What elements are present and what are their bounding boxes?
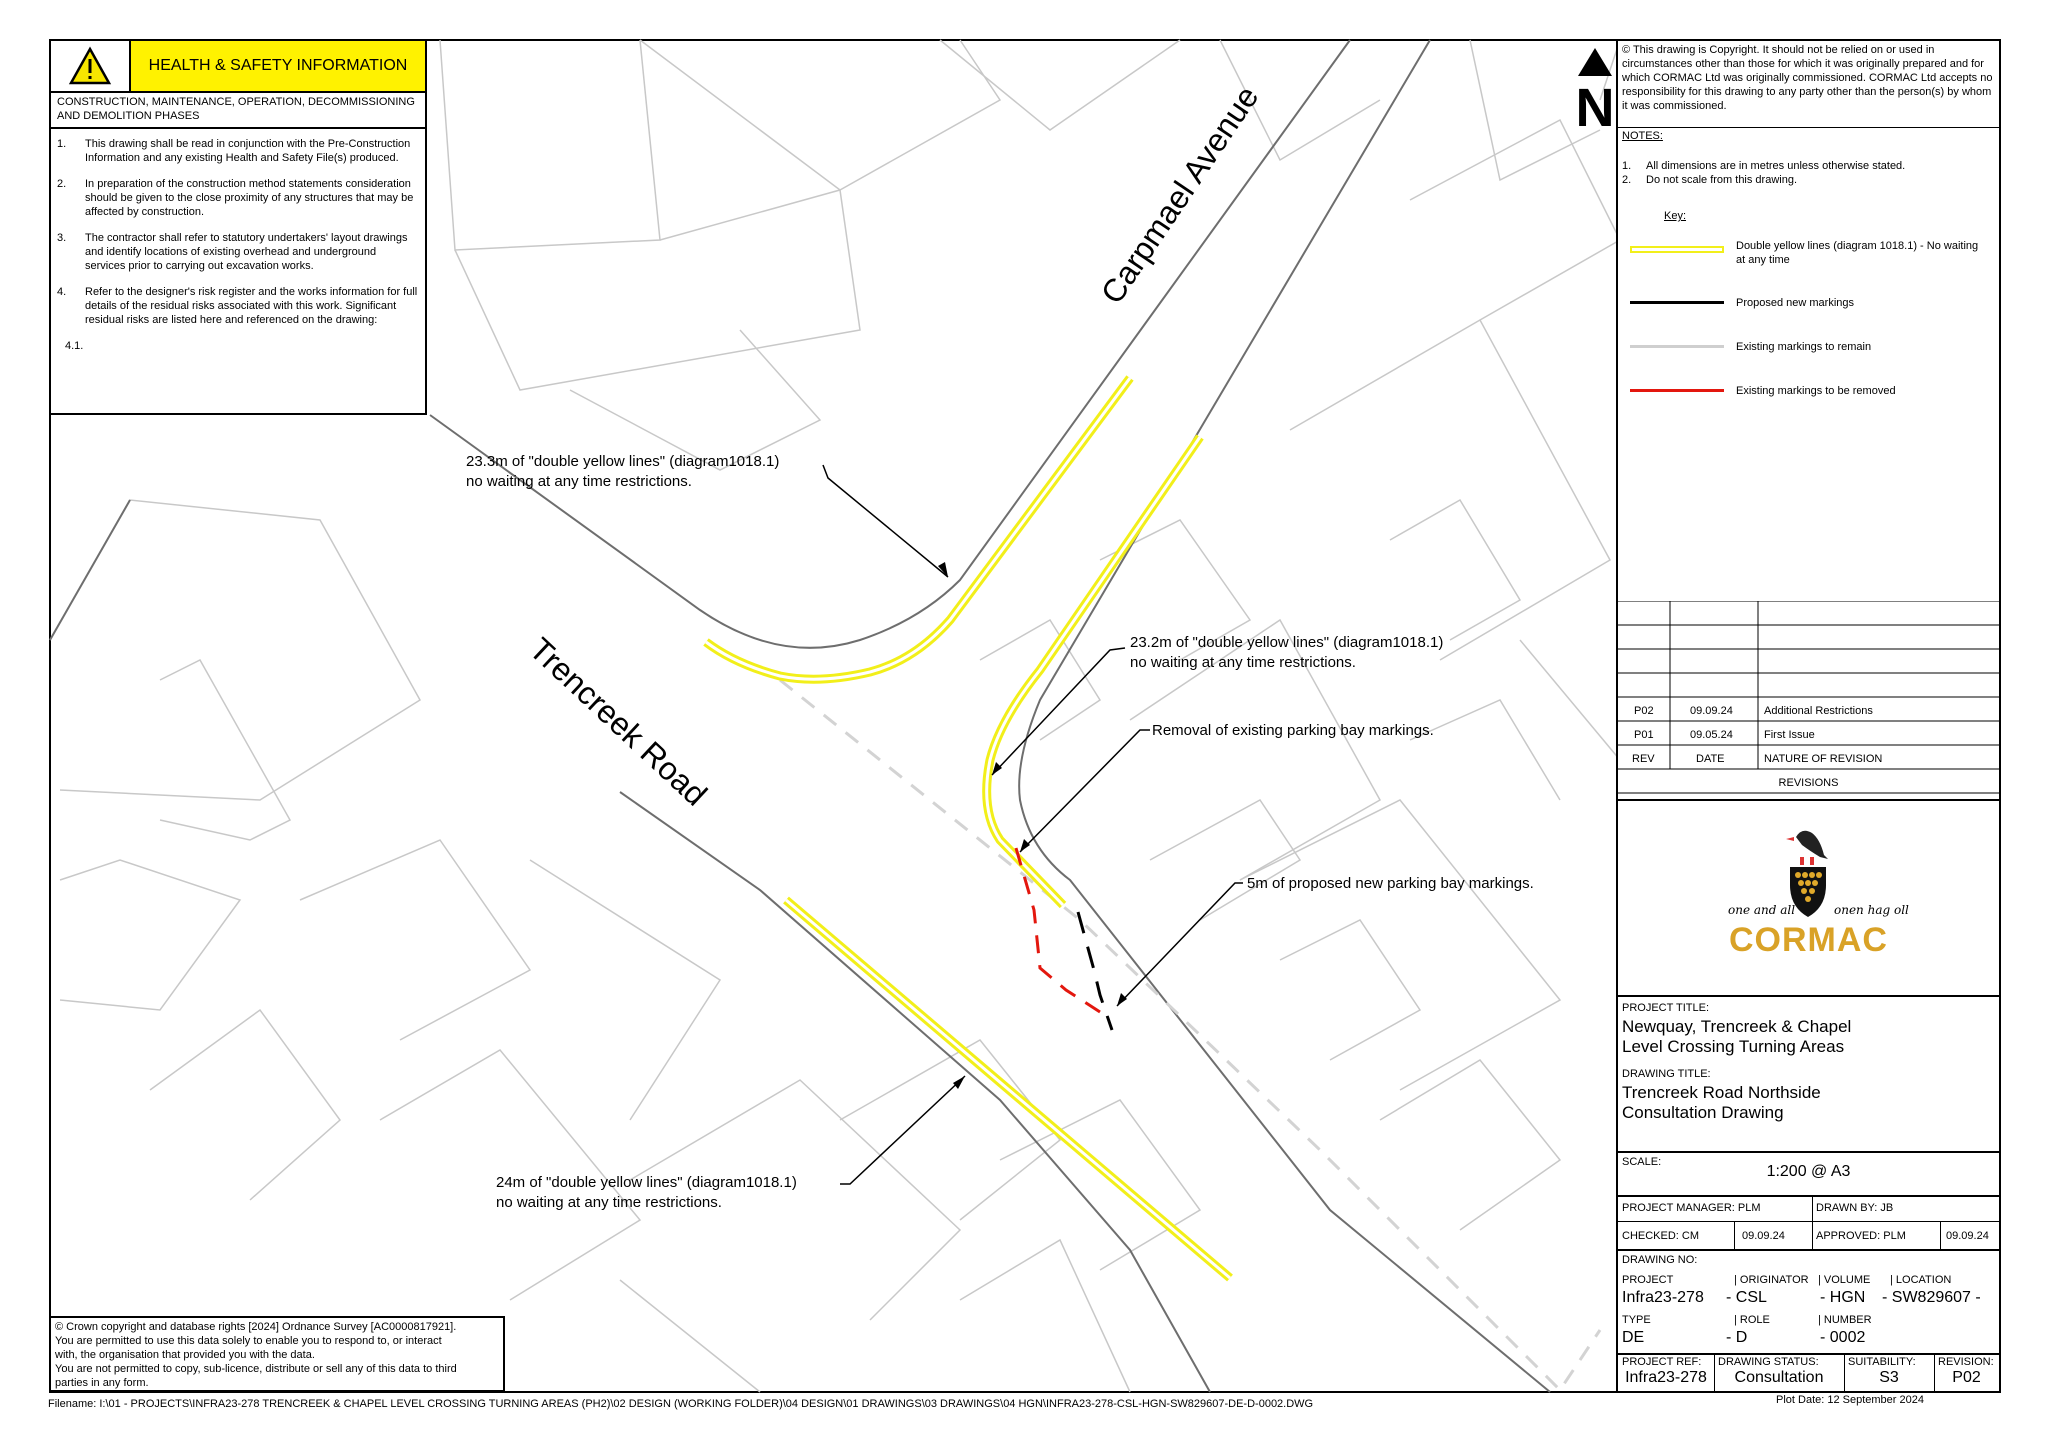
revision-label: REVISION: xyxy=(1938,1356,1994,1368)
annotation-dyl-1: 23.3m of "double yellow lines" (diagram1018.1) no waiting at any time restrictions. xyxy=(466,453,780,490)
note-item: 1. All dimensions are in metres unless otherwise stated. xyxy=(1622,160,1906,172)
drawing-title-label: DRAWING TITLE: xyxy=(1622,1068,1711,1080)
dn-value: DE xyxy=(1622,1329,1645,1346)
dn-header: PROJECT xyxy=(1622,1274,1674,1286)
note-item: 2. Do not scale from this drawing. xyxy=(1622,174,1798,186)
key-label: Proposed new markings xyxy=(1736,297,1855,309)
suitability-label: SUITABILITY: xyxy=(1848,1356,1916,1368)
dn-value: - CSL xyxy=(1726,1289,1767,1306)
dn-header: | ROLE xyxy=(1734,1314,1770,1326)
dn-value: - SW829607 - xyxy=(1882,1289,1981,1306)
annotation-dyl-3: 24m of "double yellow lines" (diagram1018.1) no waiting at any time restrictions. xyxy=(496,1174,797,1211)
road-name-trencreek: Trencreek Road xyxy=(522,630,715,813)
scale-label: SCALE: xyxy=(1622,1156,1662,1168)
copyright-notice: © This drawing is Copyright. It should not be relied on or used in circumstances other than those for which it was originally prepared and for which CORMAC Ltd was originally commissioned. CORMAC Ltd accepts no responsibility for this drawing to any party other than the person(s) by whom it was commissioned. xyxy=(1622,44,1993,112)
hs-items xyxy=(57,137,419,353)
title-block xyxy=(1616,39,2001,1393)
drawing-no-label: DRAWING NO: xyxy=(1622,1254,1698,1266)
rev-row: P02 09.09.24 Additional Restrictions xyxy=(1634,705,1873,717)
hs-title: HEALTH & SAFETY INFORMATION xyxy=(131,41,425,93)
hs-item: 2. In preparation of the construction method statements consideration should be given to the close proximity of any structures that may be affected by construction. xyxy=(57,178,414,218)
north-arrow xyxy=(1574,46,1616,138)
logo-name: CORMAC xyxy=(1729,921,1888,959)
hs-phases: CONSTRUCTION, MAINTENANCE, OPERATION, DECOMMISSIONING AND DEMOLITION PHASES xyxy=(51,93,425,129)
hs-sub: 4.1. xyxy=(65,340,84,352)
plot-date: Plot Date: 12 September 2024 xyxy=(1776,1394,1924,1406)
hs-item: 3. The contractor shall refer to statutory undertakers' layout drawings and identify locations of existing overhead and underground services prior to carrying out excavation works. xyxy=(57,232,408,272)
road-name-carpmael: Carpmael Avenue xyxy=(1093,79,1266,310)
drawn-by: DRAWN BY: JB xyxy=(1816,1202,1894,1214)
key-swatch-remain xyxy=(1630,345,1724,348)
key-label: Existing markings to be removed xyxy=(1736,385,1896,397)
dn-value: - 0002 xyxy=(1820,1329,1866,1346)
annotation-dyl-2: 23.2m of "double yellow lines" (diagram1018.1) no waiting at any time restrictions. xyxy=(1130,634,1444,671)
os-copyright: © Crown copyright and database rights [2024] Ordnance Survey [AC0000817921]. You are permitted to use this data solely to enable you to respond to, or interact with, the organisation that provided you with the data. You are not permitted to copy, sub-licence, distribute or sell any of this data to third parties in any form. xyxy=(49,1316,505,1392)
rev-header: REV DATE NATURE OF REVISION xyxy=(1632,753,1883,765)
revision-value: P02 xyxy=(1952,1369,1981,1386)
warning-icon xyxy=(51,41,129,91)
health-safety-box xyxy=(49,39,427,415)
drawing-status: Consultation xyxy=(1734,1369,1824,1386)
key-swatch-proposed xyxy=(1630,301,1724,304)
dn-value: - HGN xyxy=(1820,1289,1866,1306)
annotation-proposed: 5m of proposed new parking bay markings. xyxy=(1247,875,1534,892)
dn-value: Infra23-278 xyxy=(1622,1289,1704,1306)
dn-value: - D xyxy=(1726,1329,1748,1346)
key-title: Key: xyxy=(1664,210,1687,222)
approved-by: APPROVED: PLM xyxy=(1816,1230,1906,1242)
north-label: N xyxy=(1575,78,1615,138)
hs-item: 1. This drawing shall be read in conjunction with the Pre-Construction Information and any existing Health and Safety File(s) produced. xyxy=(57,138,411,164)
key-swatch-removed xyxy=(1630,389,1724,392)
north-arrow-icon xyxy=(1574,46,1616,78)
checked-date: 09.09.24 xyxy=(1742,1230,1785,1242)
dn-header: TYPE xyxy=(1622,1314,1651,1326)
rev-row: P01 09.05.24 First Issue xyxy=(1634,729,1815,741)
suitability: S3 xyxy=(1879,1369,1899,1386)
dn-header: | LOCATION xyxy=(1890,1274,1952,1286)
drawing-title: Trencreek Road Northside Consultation Drawing xyxy=(1622,1083,1821,1122)
scale-value: 1:200 @ A3 xyxy=(1766,1163,1851,1180)
key-label: Existing markings to remain xyxy=(1736,341,1872,353)
notes-list xyxy=(1622,159,1992,187)
project-title-label: PROJECT TITLE: xyxy=(1622,1002,1710,1014)
motto-left: one and all xyxy=(1728,903,1796,917)
hs-warning-cell xyxy=(51,41,131,93)
drawing-status-label: DRAWING STATUS: xyxy=(1718,1356,1819,1368)
project-ref-label: PROJECT REF: xyxy=(1622,1356,1702,1368)
project-manager: PROJECT MANAGER: PLM xyxy=(1622,1202,1761,1214)
dn-header: | VOLUME xyxy=(1818,1274,1871,1286)
dn-header: | ORIGINATOR xyxy=(1734,1274,1809,1286)
checked-by: CHECKED: CM xyxy=(1622,1230,1700,1242)
notes-title: NOTES: xyxy=(1622,130,1663,142)
filename: Filename: I:\01 - PROJECTS\INFRA23-278 TRENCREEK & CHAPEL LEVEL CROSSING TURNING AREAS (PH2)\02 DESIGN (WORKING FOLDER)\04 DESIGN\01 DRAWINGS\03 DRAWINGS\04 HGN\INFRA23-278-CSL-HGN-SW829607-DE-D-0002.DWG xyxy=(48,1398,1314,1410)
hs-item: 4. Refer to the designer's risk register and the works information for full details of the residual risks associated with this work. Significant residual risks are listed here and referenced on the drawing: xyxy=(57,286,418,326)
approved-date: 09.09.24 xyxy=(1946,1230,1989,1242)
key-swatch-dyl xyxy=(1630,246,1724,253)
project-ref: Infra23-278 xyxy=(1625,1369,1707,1386)
existing-markings xyxy=(780,680,1600,1390)
project-title: Newquay, Trencreek & Chapel Level Crossing Turning Areas xyxy=(1622,1017,1852,1056)
cormac-logo xyxy=(1618,811,1999,1001)
motto-right: onen hag oll xyxy=(1834,903,1909,917)
leader-lines xyxy=(823,465,1243,1184)
key-label: Double yellow lines (diagram 1018.1) - No waiting at any time xyxy=(1736,240,1979,266)
annotation-removal: Removal of existing parking bay markings. xyxy=(1152,722,1434,739)
revisions-title: REVISIONS xyxy=(1778,777,1839,789)
dn-header: | NUMBER xyxy=(1818,1314,1872,1326)
proposed-parking-markings xyxy=(1078,912,1112,1030)
